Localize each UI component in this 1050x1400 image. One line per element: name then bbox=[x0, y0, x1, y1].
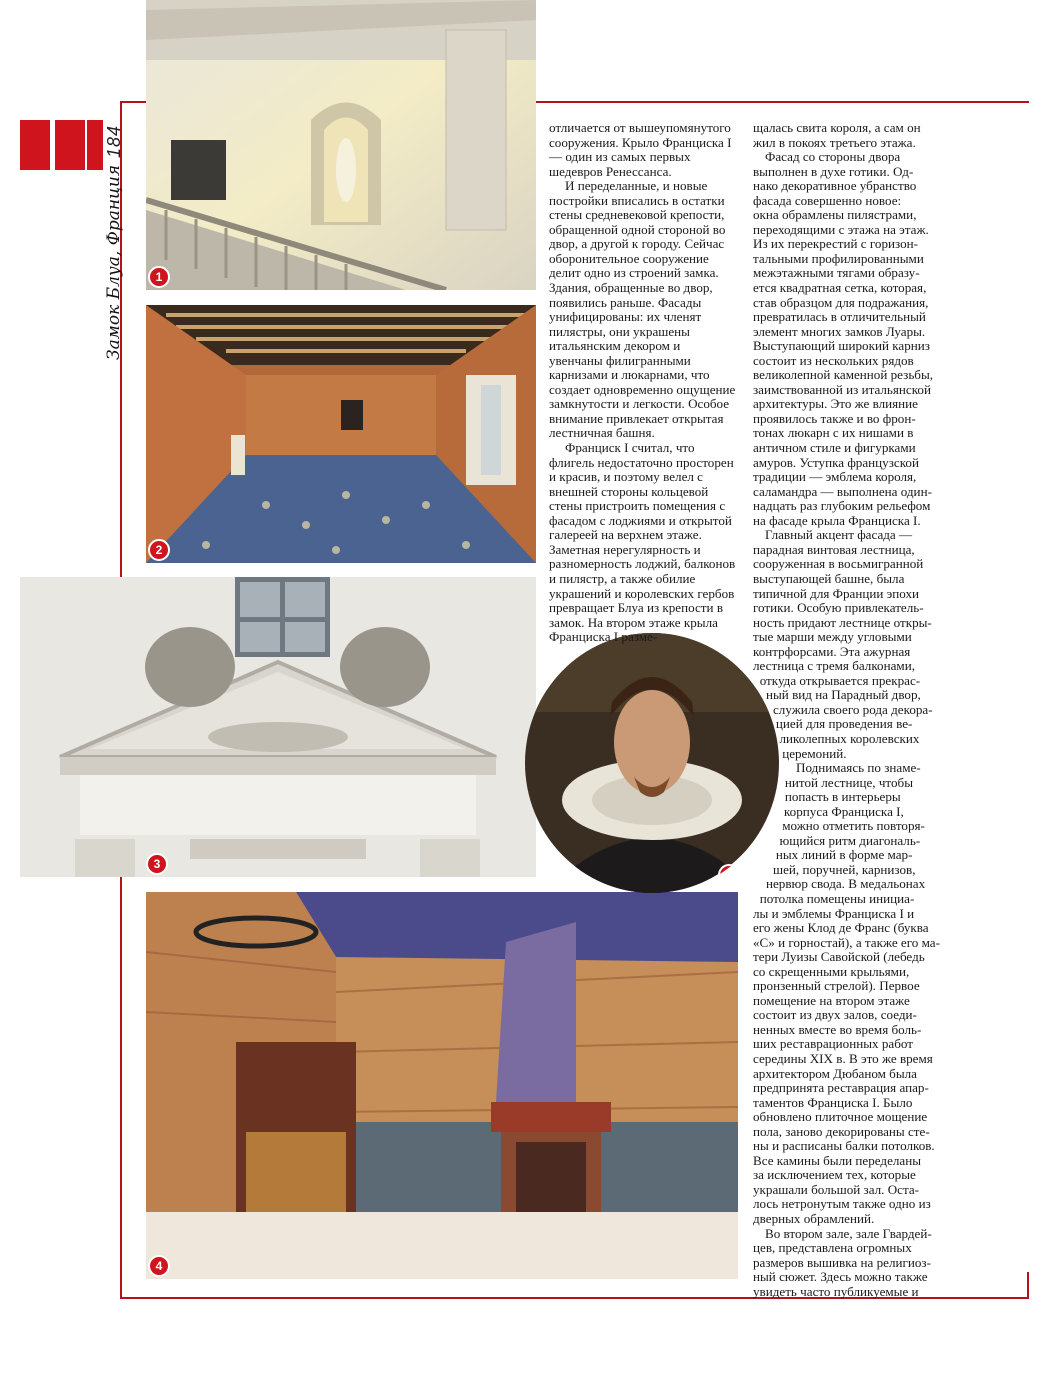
text-line: размеров вышивка на религиоз- bbox=[753, 1254, 931, 1270]
text-line: переходящими с этажа на этаж. bbox=[753, 221, 929, 237]
text-line: ненных вместе во время боль- bbox=[753, 1021, 922, 1037]
red-bar bbox=[87, 120, 103, 170]
text-line: надцать раз глубоким рельефом bbox=[753, 498, 931, 514]
text-line: помещение на втором этаже bbox=[753, 992, 910, 1008]
text-line: нервюр свода. В медальонах bbox=[765, 876, 926, 892]
text-line: Фасад со стороны двора bbox=[765, 149, 901, 165]
staircase-photo-icon bbox=[146, 0, 536, 290]
text-line: ны и расписаны балки потолков. bbox=[753, 1138, 935, 1154]
text-line: цией для проведения ве- bbox=[775, 716, 913, 732]
text-line: можно отметить повторя- bbox=[782, 818, 925, 834]
paragraph: Франциск I считал, что флигель недостаточно просторен и красив, и поэтому велел с внешней стороны кольцевой стены пристроить помещения с фасадом с лоджиями и открытой галереей на верхнем этаже. Заметная нерегулярность и разномерность лоджий, балконов и пилястр, а также обилие украшений и королевских гербов превращает Блуа из крепости в замок. На втором этаже крыла Франциска I разме- bbox=[549, 440, 736, 645]
text-line: амуров. Уступка французской bbox=[753, 454, 919, 470]
photo-pediment bbox=[20, 577, 536, 877]
text-line: Поднимаясь по знаме- bbox=[795, 760, 921, 776]
text-line: церемоний. bbox=[782, 745, 847, 761]
text-line: лы и эмблемы Франциска I и bbox=[753, 905, 915, 921]
red-bar bbox=[20, 120, 50, 170]
text-line: лестница с тремя балконами, bbox=[753, 658, 915, 674]
text-line: парадная винтовая лестница, bbox=[753, 541, 915, 557]
text-line: превратилась в отличительный bbox=[753, 309, 926, 325]
text-line: великолепной каменной резьбы, bbox=[753, 367, 934, 383]
red-bar bbox=[55, 120, 85, 170]
text-line: античном стиле и фигурками bbox=[753, 440, 916, 456]
text-line: обновлено плиточное мощение bbox=[753, 1109, 928, 1125]
text-line: готики. Особую привлекатель- bbox=[753, 600, 924, 616]
text-line: ный вид на Парадный двор, bbox=[765, 687, 921, 703]
text-line: «С» и горностай), а также его ма- bbox=[753, 934, 940, 950]
text-line: лось нетронутым также одно из bbox=[753, 1196, 931, 1212]
text-line: пронзенный стрелой). Первое bbox=[753, 978, 920, 994]
photo-great-hall bbox=[146, 892, 738, 1279]
figure-badge-4: 4 bbox=[148, 1255, 170, 1277]
text-line: ных линий в форме мар- bbox=[775, 847, 913, 863]
running-head: Замок Блуа, Франция bbox=[104, 164, 124, 360]
photo-staircase bbox=[146, 0, 536, 290]
text-line: окна обрамлены пилястрами, bbox=[753, 207, 917, 223]
figure-badge-5: 5 bbox=[718, 864, 740, 886]
text-line: жил в покоях третьего этажа. bbox=[753, 134, 916, 150]
page-number: 184 bbox=[104, 125, 124, 159]
text-line: таментов Франциска I. Было bbox=[753, 1094, 913, 1110]
text-line: Из их перекрестий с горизон- bbox=[753, 236, 919, 252]
text-line: состоит из нескольких рядов bbox=[753, 352, 914, 368]
text-line: выступающей башне, была bbox=[753, 570, 905, 586]
text-line: нако декоративное убранство bbox=[753, 178, 917, 194]
text-line: середины XIX в. В это же время bbox=[753, 1051, 933, 1066]
text-line: ющийся ритм диагональ- bbox=[779, 832, 921, 848]
text-line: тонах люкарн с их нишами в bbox=[753, 425, 914, 441]
text-line: выполнен в духе готики. Од- bbox=[753, 163, 914, 179]
text-line: цев, представлена огромных bbox=[753, 1240, 912, 1256]
text-line: щалась свита короля, а сам он bbox=[753, 120, 921, 135]
text-line: состоит из двух залов, соеди- bbox=[753, 1007, 917, 1023]
article-column-1 bbox=[549, 121, 737, 645]
text-line: элемент многих замков Луары. bbox=[753, 323, 926, 339]
figure-badge-1: 1 bbox=[148, 266, 170, 288]
photo-portrait bbox=[524, 632, 780, 894]
frame-right-rule bbox=[1027, 1272, 1029, 1299]
text-line: ность придают лестнице откры- bbox=[753, 614, 932, 630]
text-line: предпринята реставрация апар- bbox=[753, 1080, 929, 1096]
text-line: проявилось также и во фрон- bbox=[753, 410, 916, 426]
text-line: откуда открывается прекрас- bbox=[759, 672, 921, 688]
text-line: межэтажными тягами образу- bbox=[753, 265, 920, 281]
text-line: ется квадратная сетка, которая, bbox=[753, 280, 927, 296]
text-line: украшали большой зал. Оста- bbox=[753, 1181, 920, 1197]
text-line: шей, поручней, карнизов, bbox=[773, 861, 916, 877]
text-line: Главный акцент фасада — bbox=[765, 527, 913, 543]
text-line: став образцом для подражания, bbox=[753, 294, 929, 310]
gallery-photo-icon bbox=[146, 305, 536, 563]
text-line: заимствованной из итальянской bbox=[753, 381, 931, 397]
text-line: типичной для Франции эпохи bbox=[753, 585, 920, 601]
text-line: пола, заново декорированы сте- bbox=[753, 1123, 930, 1139]
paragraph: И переделанные, и новые постройки вписались в остатки стены средневековой крепости, обращенной одной стороной во двор, а другой к городу. Сейчас оборонительное сооружение делит одно из строений замка. Здания, обращенные во двор, появились раньше. Фасады унифицированы: их членят пилястры, они украшены итальянским декором и увенчаны филигранными карнизами и люкарнами, что создает одновременно ощущение замкнутости и легкости. Особое внимание привлекает открытая лестничная башня. bbox=[549, 178, 736, 441]
text-line: его жены Клод де Франс (буква bbox=[753, 920, 929, 936]
text-line: сооруженная в восьмигранной bbox=[753, 556, 924, 572]
figure-badge-3: 3 bbox=[146, 853, 168, 875]
text-line: архитектуры. Это же влияние bbox=[753, 396, 918, 412]
text-line: ликолепных королевских bbox=[779, 730, 920, 746]
text-line: контрфорсами. Эта ажурная bbox=[753, 643, 911, 659]
text-line: Все камины были переделаны bbox=[753, 1152, 922, 1168]
text-line: тые марши между угловыми bbox=[753, 629, 912, 645]
text-line: потолка помещены инициа- bbox=[759, 890, 915, 906]
text-line: фасада совершенно новое: bbox=[753, 192, 902, 208]
text-line: ный сюжет. Здесь можно также bbox=[753, 1269, 928, 1285]
text-line: на фасаде крыла Франциска I. bbox=[753, 512, 921, 528]
text-line: ших реставрационных работ bbox=[753, 1036, 913, 1052]
text-line: саламандра — выполнена один- bbox=[753, 483, 932, 499]
text-line: корпуса Франциска I, bbox=[783, 803, 904, 819]
text-line: тери Луизы Савойской (лебедь bbox=[753, 949, 925, 965]
text-line: Во втором зале, зале Гвардей- bbox=[765, 1225, 932, 1241]
text-line: служила своего рода декора- bbox=[773, 701, 933, 717]
text-line: Выступающий широкий карниз bbox=[753, 338, 930, 354]
text-line: попасть в интерьеры bbox=[784, 789, 901, 805]
text-line: дверных обрамлений. bbox=[753, 1211, 875, 1227]
article-column-2 bbox=[753, 121, 953, 1299]
text-line: традиции — эмблема короля, bbox=[753, 469, 917, 485]
photo-gallery bbox=[146, 305, 536, 563]
text-line: увидеть часто публикуемые и bbox=[753, 1283, 919, 1299]
text-line: нитой лестнице, чтобы bbox=[784, 774, 913, 790]
text-line: за исключением тех, которые bbox=[753, 1167, 916, 1183]
pediment-photo-icon bbox=[20, 577, 536, 877]
text-line: со скрещенными крыльями, bbox=[753, 963, 910, 979]
paragraph: отличается от вышеупомянутого сооружения. Крыло Франциска I — один из самых первых шедевров Ренессанса. bbox=[549, 120, 732, 179]
hall-photo-icon bbox=[146, 892, 738, 1279]
portrait-photo-icon bbox=[524, 632, 780, 894]
figure-badge-2: 2 bbox=[148, 539, 170, 561]
text-line: архитектором Дюбаном была bbox=[753, 1065, 917, 1081]
text-line: тальными профилированными bbox=[753, 250, 924, 266]
